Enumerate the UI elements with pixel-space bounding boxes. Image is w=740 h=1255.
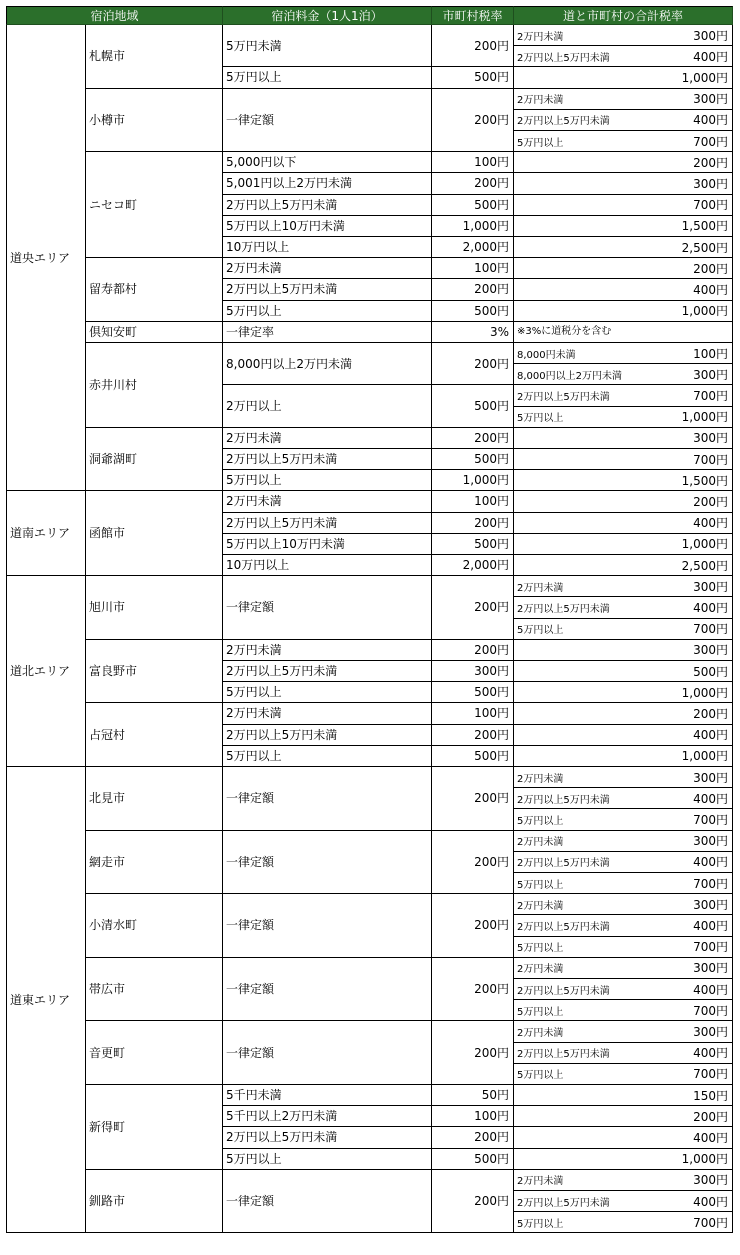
municipal-rate-cell: 200円 <box>432 173 514 194</box>
combined-rate-row <box>514 1043 733 1064</box>
combined-rate-row <box>514 1149 733 1170</box>
combined-condition: 2万円未満 <box>517 773 564 785</box>
combined-condition: 2万円未満 <box>517 95 564 107</box>
municipal-rate-cell: 200円 <box>432 831 514 895</box>
combined-rate: 400円 <box>693 282 728 297</box>
price-range-cell: 2万円未満 <box>223 491 432 512</box>
municipal-rate-cell: 100円 <box>432 152 514 173</box>
price-range-cell: 5千円未満 <box>223 1085 432 1106</box>
municipality-cell: 函館市 <box>86 491 223 576</box>
price-range-cell: 一律定額 <box>223 831 432 895</box>
price-range-cell: 2万円以上5万円未満 <box>223 661 432 682</box>
combined-rate-row <box>514 894 733 915</box>
combined-condition: 2万円以上5万円未満 <box>517 116 610 128</box>
municipal-rate-cell: 500円 <box>432 534 514 555</box>
combined-rate-row <box>514 89 733 110</box>
combined-rate-row <box>514 619 733 640</box>
combined-rate-row <box>514 407 733 428</box>
combined-rate-row <box>514 279 733 300</box>
combined-condition: 5万円以上 <box>517 1218 564 1230</box>
price-range-cell: 一律定額 <box>223 958 432 1022</box>
municipality-cell: 札幌市 <box>86 25 223 89</box>
combined-rate: 300円 <box>693 28 728 43</box>
municipality-cell: 網走市 <box>86 831 223 895</box>
combined-rate-row <box>514 809 733 830</box>
combined-rate-row <box>514 915 733 936</box>
combined-rate-row <box>514 152 733 173</box>
price-range-cell: 5万円以上 <box>223 301 432 322</box>
combined-condition: 2万円以上5万円未満 <box>517 603 610 615</box>
municipal-rate-cell: 1,000円 <box>432 470 514 491</box>
price-range-cell: 2万円未満 <box>223 258 432 279</box>
combined-rate: 2,500円 <box>681 240 728 255</box>
combined-rate-row <box>514 195 733 216</box>
combined-rate-row <box>514 937 733 958</box>
combined-rate: 300円 <box>693 770 728 785</box>
combined-rate-row <box>514 852 733 873</box>
combined-rate-row <box>514 1212 733 1233</box>
combined-condition: 8,000円未満 <box>517 349 576 361</box>
price-range-cell: 2万円以上5万円未満 <box>223 449 432 470</box>
combined-rate: 700円 <box>693 940 728 955</box>
combined-rate-row <box>514 831 733 852</box>
combined-rate: 1,500円 <box>681 473 728 488</box>
municipal-rate-cell: 500円 <box>432 67 514 88</box>
combined-rate-row <box>514 640 733 661</box>
combined-rate: 300円 <box>693 92 728 107</box>
combined-rate-row <box>514 364 733 385</box>
combined-rate: 700円 <box>693 134 728 149</box>
combined-rate-row <box>514 385 733 406</box>
price-range-cell: 5万円以上 <box>223 67 432 88</box>
municipality-cell: 釧路市 <box>86 1170 223 1234</box>
combined-condition: 5万円以上 <box>517 625 564 637</box>
combined-condition: 2万円以上5万円未満 <box>517 794 610 806</box>
combined-rate: 300円 <box>693 961 728 976</box>
municipal-rate-cell: 2,000円 <box>432 555 514 576</box>
combined-rate: 200円 <box>693 155 728 170</box>
combined-rate-row <box>514 979 733 1000</box>
municipal-rate-cell: 500円 <box>432 682 514 703</box>
combined-rate: 700円 <box>693 1003 728 1018</box>
combined-rate-row <box>514 661 733 682</box>
combined-condition: 5万円以上 <box>517 1070 564 1082</box>
price-range-cell: 5万円未満 <box>223 25 432 67</box>
area-cell: 道北エリア <box>6 576 86 767</box>
combined-rate: 700円 <box>693 198 728 213</box>
municipal-rate-cell: 200円 <box>432 89 514 153</box>
combined-rate-row <box>514 131 733 152</box>
combined-rate: 400円 <box>693 728 728 743</box>
municipal-rate-cell: 500円 <box>432 385 514 427</box>
price-range-cell: 一律定額 <box>223 1170 432 1234</box>
combined-rate-row <box>514 597 733 618</box>
area-cell: 道南エリア <box>6 491 86 576</box>
price-range-cell: 一律定額 <box>223 1021 432 1085</box>
municipality-cell: 旭川市 <box>86 576 223 640</box>
municipal-rate-cell: 1,000円 <box>432 216 514 237</box>
combined-rate: 700円 <box>693 1067 728 1082</box>
combined-condition: 2万円以上5万円未満 <box>517 858 610 870</box>
price-range-cell: 2万円以上 <box>223 385 432 427</box>
municipality-cell: 赤井川村 <box>86 343 223 428</box>
combined-rate-row <box>514 1127 733 1148</box>
municipal-rate-cell: 200円 <box>432 576 514 640</box>
combined-rate: 1,000円 <box>681 537 728 552</box>
combined-rate: 500円 <box>693 664 728 679</box>
price-range-cell: 5千円以上2万円未満 <box>223 1106 432 1127</box>
column-header: 市町村税率 <box>432 6 514 25</box>
municipality-cell: 帯広市 <box>86 958 223 1022</box>
price-range-cell: 5万円以上10万円未満 <box>223 216 432 237</box>
combined-rate-row <box>514 301 733 322</box>
combined-rate: 300円 <box>693 897 728 912</box>
combined-rate-row <box>514 110 733 131</box>
combined-rate: 700円 <box>693 876 728 891</box>
combined-condition: 2万円未満 <box>517 1027 564 1039</box>
combined-condition: 2万円未満 <box>517 900 564 912</box>
combined-condition: 2万円以上5万円未満 <box>517 391 610 403</box>
combined-rate-row <box>514 1106 733 1127</box>
municipal-rate-cell: 300円 <box>432 661 514 682</box>
combined-rate: 1,000円 <box>681 749 728 764</box>
combined-rate: 400円 <box>693 1194 728 1209</box>
price-range-cell: 8,000円以上2万円未満 <box>223 343 432 385</box>
municipal-rate-cell: 200円 <box>432 640 514 661</box>
combined-rate-row <box>514 470 733 491</box>
combined-note: ※3%に道税分を含む <box>514 322 733 343</box>
combined-rate: 300円 <box>693 1173 728 1188</box>
municipal-rate-cell: 3% <box>432 322 514 343</box>
combined-rate-row <box>514 1170 733 1191</box>
combined-rate: 700円 <box>693 452 728 467</box>
municipal-rate-cell: 500円 <box>432 449 514 470</box>
price-range-cell: 2万円未満 <box>223 703 432 724</box>
price-range-cell: 一律定額 <box>223 894 432 958</box>
combined-rate-row <box>514 725 733 746</box>
combined-rate-row <box>514 555 733 576</box>
combined-rate: 200円 <box>693 494 728 509</box>
combined-rate-row <box>514 67 733 88</box>
combined-rate-row <box>514 1191 733 1212</box>
combined-rate: 100円 <box>693 346 728 361</box>
price-range-cell: 一律定額 <box>223 767 432 831</box>
combined-rate: 700円 <box>693 1215 728 1230</box>
combined-rate: 150円 <box>693 1088 728 1103</box>
combined-rate-row <box>514 258 733 279</box>
combined-rate-row <box>514 216 733 237</box>
combined-rate: 300円 <box>693 367 728 382</box>
price-range-cell: 5万円以上 <box>223 746 432 767</box>
combined-condition: 2万円未満 <box>517 1176 564 1188</box>
combined-rate-row <box>514 343 733 364</box>
price-range-cell: 5,001円以上2万円未満 <box>223 173 432 194</box>
combined-condition: 2万円未満 <box>517 582 564 594</box>
area-cell: 道央エリア <box>6 25 86 491</box>
combined-condition: 2万円以上5万円未満 <box>517 52 610 64</box>
combined-rate-row <box>514 746 733 767</box>
price-range-cell: 2万円以上5万円未満 <box>223 513 432 534</box>
combined-rate-row <box>514 1000 733 1021</box>
municipal-rate-cell: 200円 <box>432 279 514 300</box>
price-range-cell: 5万円以上10万円未満 <box>223 534 432 555</box>
municipal-rate-cell: 200円 <box>432 428 514 449</box>
combined-condition: 2万円以上5万円未満 <box>517 985 610 997</box>
municipal-rate-cell: 200円 <box>432 1170 514 1234</box>
municipal-rate-cell: 200円 <box>432 25 514 67</box>
area-cell: 道東エリア <box>6 767 86 1233</box>
combined-condition: 5万円以上 <box>517 413 564 425</box>
municipal-rate-cell: 500円 <box>432 195 514 216</box>
combined-rate-row <box>514 1064 733 1085</box>
combined-rate: 700円 <box>693 812 728 827</box>
combined-rate-row <box>514 25 733 46</box>
municipal-rate-cell: 50円 <box>432 1085 514 1106</box>
price-range-cell: 2万円以上5万円未満 <box>223 725 432 746</box>
combined-rate-row <box>514 534 733 555</box>
combined-rate-row <box>514 576 733 597</box>
municipality-cell: 倶知安町 <box>86 322 223 343</box>
price-range-cell: 2万円未満 <box>223 428 432 449</box>
municipal-rate-cell: 200円 <box>432 1127 514 1148</box>
municipal-rate-cell: 200円 <box>432 1021 514 1085</box>
combined-rate: 300円 <box>693 643 728 658</box>
combined-condition: 5万円以上 <box>517 943 564 955</box>
municipality-cell: 新得町 <box>86 1085 223 1170</box>
combined-rate-row <box>514 237 733 258</box>
municipal-rate-cell: 200円 <box>432 725 514 746</box>
combined-rate-row <box>514 46 733 67</box>
price-range-cell: 2万円以上5万円未満 <box>223 195 432 216</box>
combined-rate-row <box>514 767 733 788</box>
combined-rate: 400円 <box>693 1130 728 1145</box>
combined-rate: 400円 <box>693 600 728 615</box>
combined-rate-row <box>514 491 733 512</box>
column-header: 道と市町村の合計税率 <box>514 6 733 25</box>
combined-rate-row <box>514 428 733 449</box>
combined-condition: 5万円以上 <box>517 1006 564 1018</box>
combined-rate: 700円 <box>693 388 728 403</box>
combined-rate: 1,000円 <box>681 70 728 85</box>
combined-rate: 200円 <box>693 1109 728 1124</box>
municipal-rate-cell: 100円 <box>432 258 514 279</box>
municipal-rate-cell: 200円 <box>432 894 514 958</box>
municipal-rate-cell: 100円 <box>432 1106 514 1127</box>
combined-rate-row <box>514 1021 733 1042</box>
combined-rate: 300円 <box>693 834 728 849</box>
combined-rate: 300円 <box>693 579 728 594</box>
municipal-rate-cell: 2,000円 <box>432 237 514 258</box>
combined-condition: 5万円以上 <box>517 879 564 891</box>
combined-rate: 400円 <box>693 113 728 128</box>
price-range-cell: 5万円以上 <box>223 682 432 703</box>
municipal-rate-cell: 200円 <box>432 343 514 385</box>
price-range-cell: 2万円以上5万円未満 <box>223 279 432 300</box>
combined-condition: 2万円以上5万円未満 <box>517 921 610 933</box>
combined-rate: 200円 <box>693 706 728 721</box>
combined-rate: 700円 <box>693 622 728 637</box>
price-range-cell: 5,000円以下 <box>223 152 432 173</box>
combined-rate-row <box>514 873 733 894</box>
combined-condition: 2万円未満 <box>517 31 564 43</box>
combined-rate-row <box>514 173 733 194</box>
combined-rate-row <box>514 788 733 809</box>
price-range-cell: 5万円以上 <box>223 1149 432 1170</box>
municipal-rate-cell: 200円 <box>432 767 514 831</box>
combined-condition: 5万円以上 <box>517 137 564 149</box>
combined-rate: 2,500円 <box>681 558 728 573</box>
municipality-cell: 留寿都村 <box>86 258 223 322</box>
municipal-rate-cell: 500円 <box>432 746 514 767</box>
combined-rate: 400円 <box>693 982 728 997</box>
price-range-cell: 2万円未満 <box>223 640 432 661</box>
municipality-cell: ニセコ町 <box>86 152 223 258</box>
combined-rate-row <box>514 958 733 979</box>
price-range-cell: 2万円以上5万円未満 <box>223 1127 432 1148</box>
combined-condition: 8,000円以上2万円未満 <box>517 370 622 382</box>
price-range-cell: 一律定率 <box>223 322 432 343</box>
combined-rate: 400円 <box>693 918 728 933</box>
price-range-cell: 一律定額 <box>223 576 432 640</box>
municipality-cell: 洞爺湖町 <box>86 428 223 492</box>
combined-rate: 1,000円 <box>681 1152 728 1167</box>
combined-rate: 1,000円 <box>681 685 728 700</box>
combined-rate: 300円 <box>693 431 728 446</box>
combined-rate-row <box>514 1085 733 1106</box>
combined-rate-row <box>514 682 733 703</box>
combined-rate: 400円 <box>693 516 728 531</box>
column-header: 宿泊地域 <box>6 6 223 25</box>
municipal-rate-cell: 200円 <box>432 958 514 1022</box>
combined-condition: 2万円以上5万円未満 <box>517 1049 610 1061</box>
combined-rate: 200円 <box>693 261 728 276</box>
municipality-cell: 富良野市 <box>86 640 223 704</box>
municipal-rate-cell: 500円 <box>432 301 514 322</box>
combined-rate: 1,500円 <box>681 219 728 234</box>
combined-condition: 2万円未満 <box>517 837 564 849</box>
combined-rate: 300円 <box>693 176 728 191</box>
combined-rate-row <box>514 513 733 534</box>
combined-rate-row <box>514 703 733 724</box>
combined-rate-row <box>514 449 733 470</box>
price-range-cell: 10万円以上 <box>223 555 432 576</box>
combined-rate: 300円 <box>693 1024 728 1039</box>
municipality-cell: 小清水町 <box>86 894 223 958</box>
combined-condition: 2万円以上5万円未満 <box>517 1197 610 1209</box>
municipality-cell: 占冠村 <box>86 703 223 767</box>
municipality-cell: 小樽市 <box>86 89 223 153</box>
municipality-cell: 音更町 <box>86 1021 223 1085</box>
municipal-rate-cell: 100円 <box>432 491 514 512</box>
combined-rate: 400円 <box>693 855 728 870</box>
municipal-rate-cell: 500円 <box>432 1149 514 1170</box>
combined-rate: 1,000円 <box>681 304 728 319</box>
municipality-cell: 北見市 <box>86 767 223 831</box>
combined-rate: 400円 <box>693 49 728 64</box>
municipal-rate-cell: 100円 <box>432 703 514 724</box>
price-range-cell: 5万円以上 <box>223 470 432 491</box>
combined-condition: 2万円未満 <box>517 964 564 976</box>
combined-rate: 1,000円 <box>681 410 728 425</box>
column-header: 宿泊料金（1人1泊） <box>223 6 432 25</box>
price-range-cell: 10万円以上 <box>223 237 432 258</box>
combined-rate: 400円 <box>693 1046 728 1061</box>
municipal-rate-cell: 200円 <box>432 513 514 534</box>
combined-rate: 400円 <box>693 791 728 806</box>
price-range-cell: 一律定額 <box>223 89 432 153</box>
combined-condition: 5万円以上 <box>517 815 564 827</box>
